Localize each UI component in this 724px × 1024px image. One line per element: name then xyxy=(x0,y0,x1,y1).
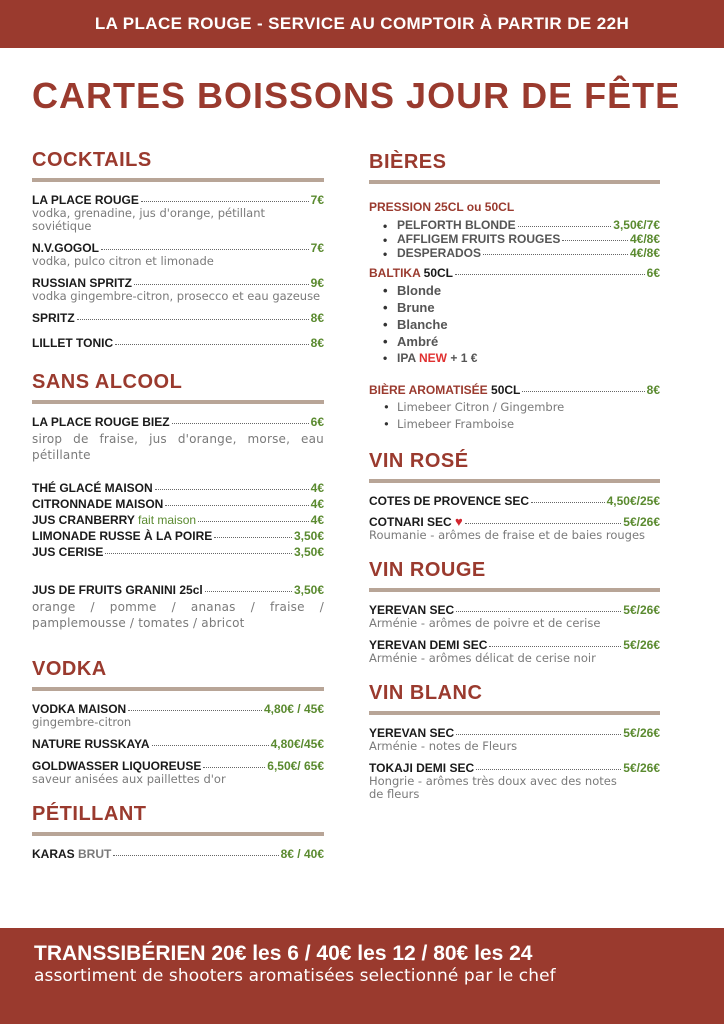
item-description: Arménie - arômes délicat de cerise noir xyxy=(369,651,596,665)
item-name: YEREVAN SEC xyxy=(369,726,455,740)
menu-item xyxy=(369,383,660,397)
aromatisee-list xyxy=(383,399,660,433)
section-sans-alcool xyxy=(32,370,324,631)
menu-item xyxy=(32,415,324,463)
right-column xyxy=(369,150,660,817)
top-banner xyxy=(0,0,724,48)
section-divider xyxy=(32,178,324,182)
item-description: Hongrie - arômes très doux avec des notes de fleurs xyxy=(369,774,617,801)
item-price: 6,50€/ 65€ xyxy=(267,759,324,773)
item-name: • DESPERADOS xyxy=(397,246,482,260)
item-description: saveur anisées aux paillettes d'or xyxy=(32,772,226,786)
menu-item xyxy=(369,603,660,630)
item-name: COTES DE PROVENCE SEC xyxy=(369,494,530,508)
item-description: vodka, pulco citron et limonade xyxy=(32,254,214,268)
pression-heading: PRESSION 25CL ou 50CL xyxy=(369,200,515,214)
section-vodka xyxy=(32,657,324,786)
footer-offer: TRANSSIBÉRIEN 20€ les 6 / 40€ les 12 / 80€ les 24 xyxy=(34,942,533,965)
left-column xyxy=(32,148,324,877)
item-price: 7€ xyxy=(310,193,324,207)
item-extra: + 1 € xyxy=(450,351,478,365)
section-title: VIN ROSÉ xyxy=(369,450,469,472)
list-item: • Blonde xyxy=(383,282,660,299)
section-cocktails xyxy=(32,148,324,350)
item-name: VODKA MAISON xyxy=(32,702,127,716)
item-price: 8€ xyxy=(310,336,324,350)
item-subtitle: fait maison xyxy=(138,513,197,527)
list-item: • Blanche xyxy=(383,316,660,333)
item-name: LILLET TONIC xyxy=(32,336,114,350)
item-name: N.V.GOGOL xyxy=(32,241,99,255)
item-name: JUS CRANBERRY xyxy=(32,513,135,527)
new-badge: NEW xyxy=(419,351,448,365)
section-divider xyxy=(369,588,660,592)
item-price: 5€/26€ xyxy=(623,726,660,740)
item-price: 8€ xyxy=(646,383,660,397)
item-price: 7€ xyxy=(310,241,324,255)
item-size: 50CL xyxy=(491,383,521,397)
item-name: JUS CERISE xyxy=(32,545,104,559)
section-petillant xyxy=(32,802,324,861)
list-item xyxy=(383,232,660,246)
list-item: • Ambré xyxy=(383,333,660,350)
list-item: • Brune xyxy=(383,299,660,316)
menu-item xyxy=(32,545,324,559)
menu-item xyxy=(369,266,660,280)
menu-item xyxy=(32,481,324,495)
item-name: KARAS xyxy=(32,847,75,861)
item-description: Arménie - notes de Fleurs xyxy=(369,739,518,753)
menu-item xyxy=(32,529,324,543)
menu-item xyxy=(32,193,324,233)
menu-item xyxy=(32,759,324,786)
banner-text: LA PLACE ROUGE - SERVICE AU COMPTOIR À PARTIR DE 22H xyxy=(94,14,630,33)
menu-item xyxy=(369,494,660,508)
item-description: sirop de fraise, jus d'orange, morse, eau pétillante xyxy=(32,432,324,462)
item-price: 4,80€ / 45€ xyxy=(263,702,324,716)
section-title: BIÈRES xyxy=(369,151,447,173)
item-price: 6€ xyxy=(646,266,660,280)
page-title: CARTES BOISSONS JOUR DE FÊTE xyxy=(32,75,681,116)
item-name: NATURE RUSSKAYA xyxy=(32,737,150,751)
menu-item xyxy=(32,513,324,527)
item-price: 6€ xyxy=(310,415,324,429)
item-description: Arménie - arômes de poivre et de cerise xyxy=(369,616,601,630)
item-name: LA PLACE ROUGE xyxy=(32,193,139,207)
item-price: 5€/26€ xyxy=(623,761,660,775)
item-name: • PELFORTH BLONDE xyxy=(397,218,516,232)
section-vin-rose xyxy=(369,449,660,542)
item-name: YEREVAN SEC xyxy=(369,603,455,617)
list-item xyxy=(383,246,660,260)
item-name: SPRITZ xyxy=(32,311,75,325)
section-divider xyxy=(369,711,660,715)
item-price: 3,50€ xyxy=(293,545,324,559)
menu-item xyxy=(32,583,324,631)
item-subtitle: BRUT xyxy=(78,847,112,861)
list-item xyxy=(383,218,660,232)
menu-item xyxy=(369,726,660,753)
heart-icon: ♥ xyxy=(455,514,463,529)
item-description: Roumanie - arômes de fraise et de baies rouges xyxy=(369,528,646,542)
item-price: 5€/26€ xyxy=(623,638,660,652)
item-name: BIÈRE AROMATISÉE xyxy=(369,383,488,397)
menu-item xyxy=(32,702,324,729)
item-name: LIMONADE RUSSE À LA POIRE xyxy=(32,529,213,543)
item-price: 4€/8€ xyxy=(629,232,660,246)
item-name: CITRONNADE MAISON xyxy=(32,497,164,511)
item-name: YEREVAN DEMI SEC xyxy=(369,638,488,652)
section-divider xyxy=(32,400,324,404)
item-price: 8€ xyxy=(310,311,324,325)
item-name: LA PLACE ROUGE BIEZ xyxy=(32,415,170,429)
menu-item xyxy=(369,761,660,801)
section-title: PÉTILLANT xyxy=(32,803,147,825)
list-item xyxy=(383,350,660,367)
menu-item xyxy=(32,241,324,268)
section-vin-rouge xyxy=(369,558,660,665)
menu-item xyxy=(32,737,324,751)
list-item: • Limebeer Citron / Gingembre xyxy=(383,399,660,416)
item-price: 4,50€/25€ xyxy=(606,494,660,508)
menu-item xyxy=(32,497,324,511)
item-price: 4,80€/45€ xyxy=(270,737,324,751)
section-divider xyxy=(369,479,660,483)
baltika-list xyxy=(383,282,660,367)
menu-item xyxy=(32,847,324,861)
pression-list xyxy=(383,218,660,260)
item-price: 5€/26€ xyxy=(623,515,660,529)
item-description: vodka gingembre-citron, prosecco et eau gazeuse xyxy=(32,289,321,303)
section-title: SANS ALCOOL xyxy=(32,371,183,393)
item-price: 4€ xyxy=(310,513,324,527)
menu-item xyxy=(369,638,660,665)
item-price: 3,50€ xyxy=(293,583,324,597)
menu-item xyxy=(32,311,324,325)
footer-description: assortiment de shooters aromatisées selectionné par le chef xyxy=(34,966,556,986)
footer-banner xyxy=(0,928,724,1024)
section-title: COCKTAILS xyxy=(32,149,152,171)
item-price: 3,50€/7€ xyxy=(613,218,660,232)
section-vin-blanc xyxy=(369,681,660,801)
section-title: VODKA xyxy=(32,658,107,680)
menu-item xyxy=(369,515,660,542)
item-description: gingembre-citron xyxy=(32,715,132,729)
section-divider xyxy=(32,687,324,691)
item-price: 4€ xyxy=(310,497,324,511)
item-name: TOKAJI DEMI SEC xyxy=(369,761,475,775)
item-description: orange / pomme / ananas / fraise / pamplemousse / tomates / abricot xyxy=(32,600,324,630)
item-name: RUSSIAN SPRITZ xyxy=(32,276,133,290)
item-name: BALTIKA xyxy=(369,266,421,280)
item-price: 4€/8€ xyxy=(629,246,660,260)
item-name: JUS DE FRUITS GRANINI 25cl xyxy=(32,583,203,597)
item-size: 50CL xyxy=(423,266,454,280)
item-name: GOLDWASSER LIQUOREUSE xyxy=(32,759,202,773)
item-name: COTNARI SEC xyxy=(369,515,452,529)
item-price: 4€ xyxy=(310,481,324,495)
section-title: VIN BLANC xyxy=(369,682,483,704)
section-bieres xyxy=(369,150,660,433)
item-price: 3,50€ xyxy=(293,529,324,543)
item-price: 8€ / 40€ xyxy=(280,847,324,861)
item-name: • AFFLIGEM FRUITS ROUGES xyxy=(397,232,561,246)
list-item: • Limebeer Framboise xyxy=(383,416,660,433)
item-name: THÉ GLACÉ MAISON xyxy=(32,481,153,495)
menu-item xyxy=(32,276,324,303)
section-title: VIN ROUGE xyxy=(369,559,486,581)
section-divider xyxy=(32,832,324,836)
item-price: 9€ xyxy=(310,276,324,290)
section-divider xyxy=(369,180,660,184)
menu-item xyxy=(32,336,324,350)
item-description: vodka, grenadine, jus d'orange, pétillant soviétique xyxy=(32,206,266,233)
item-name: IPA xyxy=(397,351,416,365)
item-price: 5€/26€ xyxy=(623,603,660,617)
